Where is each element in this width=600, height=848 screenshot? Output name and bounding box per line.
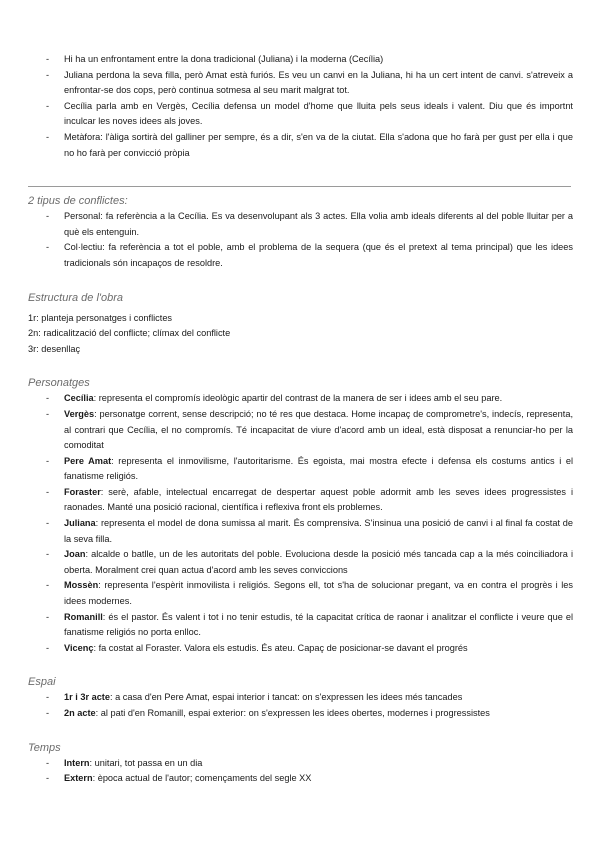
section-title-conflicts: 2 tipus de conflictes: [28, 195, 128, 208]
structure-line: 1r: planteja personatges i conflictes [28, 312, 173, 323]
document-content [28, 52, 573, 787]
list-item [28, 771, 573, 787]
character-name: Cecília [64, 393, 94, 404]
list-item [28, 485, 573, 516]
character-description: : representa el compromís ideològic apartir del contrast de la manera de ser i idees amb el seu pare. [93, 393, 503, 404]
character-name: Pere Amat [64, 455, 112, 466]
intro-list [28, 52, 573, 161]
character-name: Romanill [64, 611, 103, 622]
list-item: - Metàfora: l'àliga sortirà del galliner per sempre, és a dir, s'en va de la ciutat. Ella s'adona que ho farà per gust per ella i que no ho farà per convicció pròpia [28, 130, 573, 161]
character-name: Foraster [64, 486, 101, 497]
time-list [28, 756, 573, 787]
character-description: : serè, afable, intelectual encarregat de despertar aquest poble adormit amb les seves idees progressistes i raonades. Manté una posició racional, científica i reflexiva front els problemes. [64, 486, 573, 513]
section-title-characters: Personatges [28, 377, 90, 390]
structure-line: 2n: radicalització del conflicte; clímax del conflicte [28, 328, 231, 339]
list-item [28, 547, 573, 578]
section-divider [28, 186, 571, 187]
character-description: : fa costat al Foraster. Valora els estudis. És ateu. Capaç de posicionar-se davant el progrés [93, 642, 468, 653]
character-description: : representa l'espèrit inmovilista i religiós. Segons ell, tot s'ha de solucionar pregant, va en contra el progrès i les idees modernes. [64, 580, 573, 607]
character-description: : representa el inmovilisme, l'autoritarisme. És egoista, mai mostra efecte i defensa els costums antics i el fanatisme religiós. [64, 455, 573, 482]
list-item: - Col·lectiu: fa referència a tot el poble, amb el problema de la sequera (que és el pretext al tema principal) que les idees tradicionals són incapaços de resoldre. [28, 240, 573, 271]
list-item [28, 516, 573, 547]
conflicts-list [28, 209, 573, 271]
characters-list [28, 391, 573, 656]
list-item: - Cecília parla amb en Vergès, Cecília defensa un model d'home que lluita pels seus ideals i valent. Diu que és importnt inculcar les noves idees als joves. [28, 99, 573, 130]
list-item [28, 756, 573, 772]
character-description: : és el pastor. És valent i tot i no tenir estudis, té la capacitat crítica de raonar i analitzar el conflicte i veure que el fanatisme religiós no porta enlloc. [64, 611, 573, 638]
character-name: Juliana [64, 518, 96, 529]
space-label: 1r i 3r acte [64, 692, 110, 703]
list-item [28, 578, 573, 609]
character-name: Vicenç [64, 642, 94, 653]
list-item: - Juliana perdona la seva filla, però Amat està furiós. Es veu un canvi en la Juliana, hi ha un cert intent de canvi. s'atreveix a enfrontar-se dos cops, però continua sotmesa al seu marit malgrat tot. [28, 68, 573, 99]
character-name: Joan [64, 549, 86, 560]
time-label: Extern [64, 773, 93, 784]
list-item [28, 690, 573, 706]
section-title-time: Temps [28, 741, 61, 754]
space-description: : al pati d'en Romanill, espai exterior: on s'expressen les idees obertes, modernes i progressistes [95, 708, 490, 718]
space-label: 2n acte [64, 708, 96, 718]
character-name: Vergès [64, 408, 95, 419]
list-item [28, 407, 573, 454]
section-title-space: Espai [28, 676, 56, 689]
list-item [28, 706, 573, 722]
character-description: : personatge corrent, sense descripció; no té res que destaca. Home incapaç de comprometre's, indecís, representa, al contrari que Cecília, el no compromís. Té incapacitat de viure d'acord amb un ideal, està disposat a renunciar-ho per la comoditat [64, 408, 573, 451]
list-item: - Personal: fa referència a la Cecília. Es va desenvolupant als 3 actes. Ella volia amb ideals diferents al del poble lluitar per a què els entenguin. [28, 209, 573, 240]
structure-line: 3r: desenllaç [28, 343, 81, 354]
list-item: - Hi ha un enfrontament entre la dona tradicional (Juliana) i la moderna (Cecília) [28, 52, 573, 68]
list-item [28, 610, 573, 641]
section-title-structure: Estructura de l'obra [28, 291, 124, 304]
character-description: : representa el model de dona sumissa al marit. És comprensiva. S'insinua una posició de canvi i al final fa costat de la seva filla. [64, 518, 573, 544]
structure-lines [28, 311, 573, 358]
character-description: : alcalde o batlle, un de les autoritats del poble. Evoluciona desde la posició més tancada cap a la més coinciliadora i oberta. Moralment crei quan actua d'acord amb les seves conviccions [64, 549, 573, 575]
list-item [28, 641, 573, 657]
space-list [28, 690, 573, 721]
time-description: : unitari, tot passa en un dia [89, 757, 203, 768]
time-description: : època actual de l'autor; començaments del segle XX [92, 773, 312, 784]
time-label: Intern [64, 757, 90, 768]
space-description: : a casa d'en Pere Amat, espai interior i tancat: on s'expressen les idees més tancades [109, 692, 463, 703]
list-item [28, 391, 573, 407]
character-name: Mossèn [64, 580, 99, 591]
list-item [28, 454, 573, 485]
